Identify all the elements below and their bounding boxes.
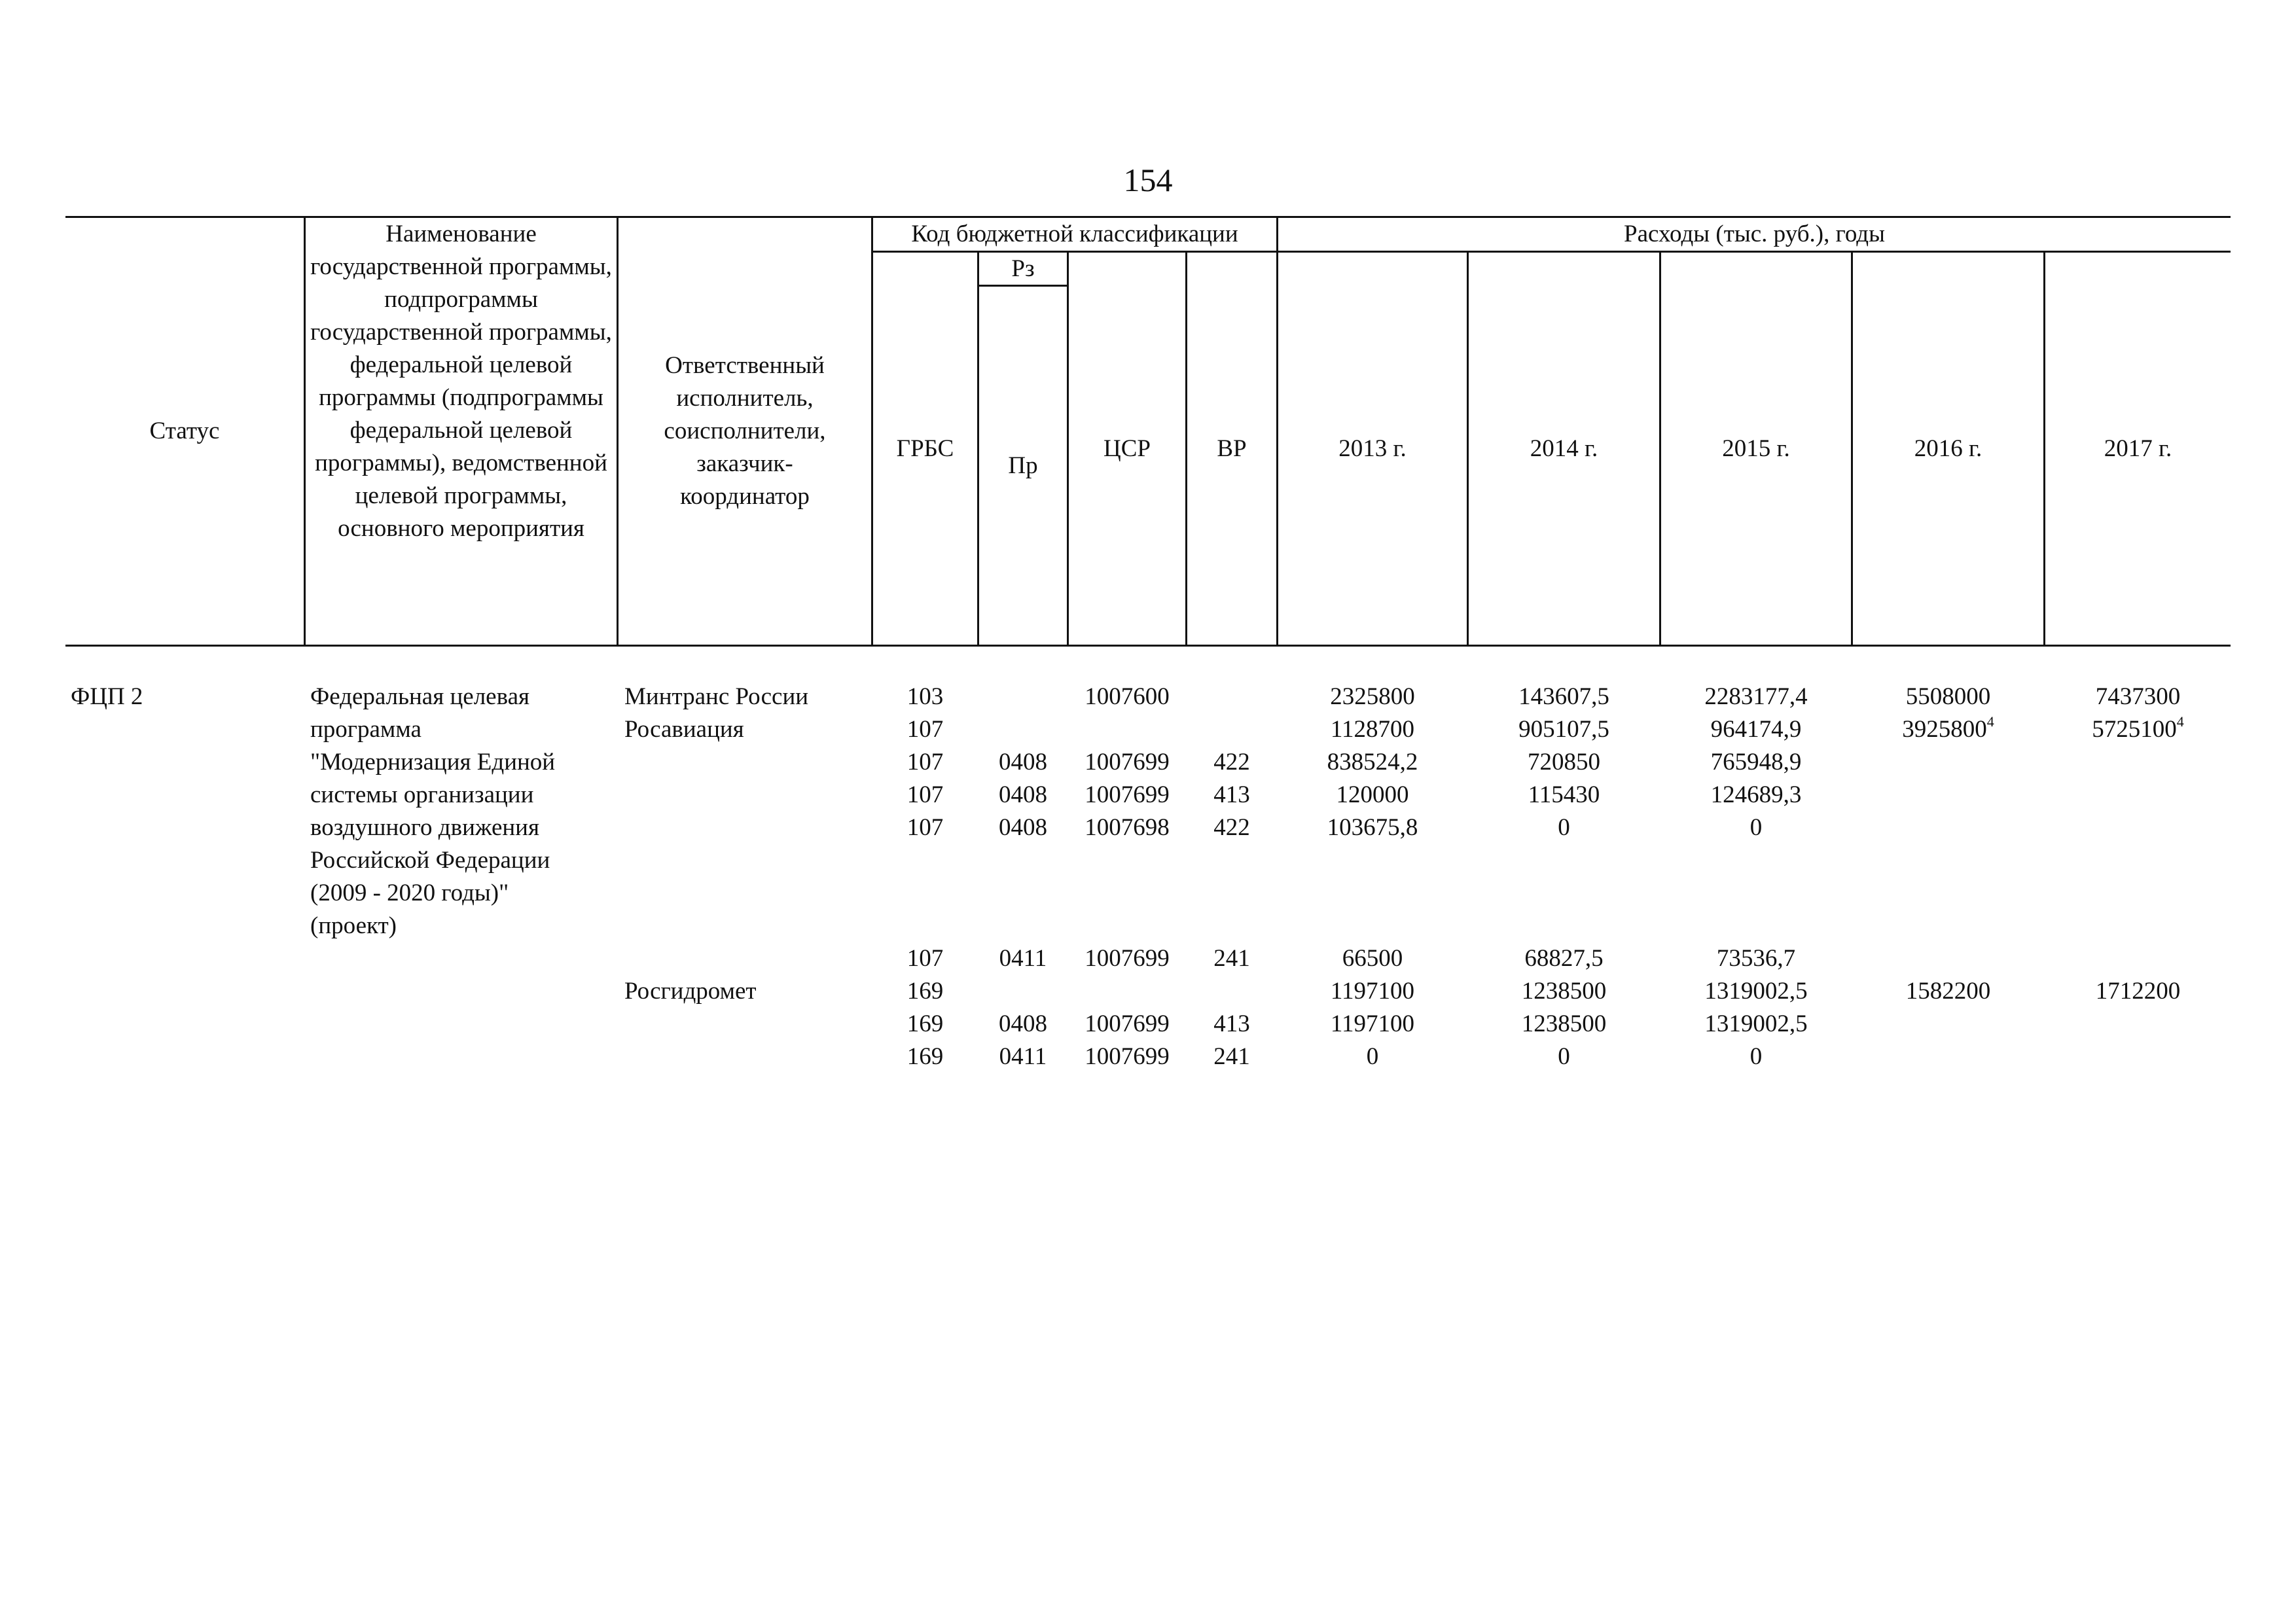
cell-grbs: 107 xyxy=(906,716,944,743)
cell-csr: 1007600 xyxy=(1085,683,1170,710)
cell-y2015: 1319002,5 xyxy=(1704,1010,1808,1037)
cell-y2014: 1238500 xyxy=(1521,978,1607,1005)
cell-y2013: 1197100 xyxy=(1330,978,1415,1005)
header-grbs: ГРБС xyxy=(896,435,954,462)
cell-y2015: 0 xyxy=(1749,814,1763,841)
program-status: ФЦП 2 xyxy=(71,683,143,710)
footnote-marker: 4 xyxy=(1986,713,1994,730)
header-year-2017: 2017 г. xyxy=(2104,435,2172,462)
cell-y2014: 905107,5 xyxy=(1518,716,1609,743)
cell-grbs: 103 xyxy=(906,683,944,710)
cell-y2017: 5725100$^4$ xyxy=(2092,713,2184,743)
cell-y2015: 765948,9 xyxy=(1710,749,1802,776)
cell-pr: 0411 xyxy=(999,945,1047,972)
cell-y2015: 1319002,5 xyxy=(1704,978,1808,1005)
cell-vr: 241 xyxy=(1213,945,1250,972)
cell-grbs: 107 xyxy=(906,749,944,776)
header-year-2016: 2016 г. xyxy=(1914,435,1982,462)
cell-vr: 422 xyxy=(1213,749,1250,776)
header-year-2014: 2014 г. xyxy=(1530,435,1598,462)
cell-y2015: 73536,7 xyxy=(1716,945,1796,972)
header-pr: Пр xyxy=(1008,452,1038,479)
cell-pr: 0408 xyxy=(999,749,1047,776)
cell-grbs: 169 xyxy=(906,1043,944,1070)
header-year-2013: 2013 г. xyxy=(1338,435,1407,462)
cell-executor: Минтранс России xyxy=(624,683,809,710)
cell-pr: 0408 xyxy=(999,1010,1047,1037)
program-name: Федеральная целевая программа "Модернизация Единой системы организации воздушного движения Российской Федерации (2009 - 2020 годы)" (проект) xyxy=(310,683,556,939)
cell-grbs: 169 xyxy=(906,978,944,1005)
cell-grbs: 107 xyxy=(906,781,944,808)
footnote-marker: 4 xyxy=(2176,713,2184,730)
header-vr: ВР xyxy=(1217,435,1247,462)
cell-y2015: 0 xyxy=(1749,1043,1763,1070)
header-csr: ЦСР xyxy=(1103,435,1151,462)
header-executor: Ответственный исполнитель, соисполнители, заказчик-координатор xyxy=(664,352,826,510)
cell-y2013: 1128700 xyxy=(1330,716,1415,743)
cell-y2013: 0 xyxy=(1366,1043,1379,1070)
cell-grbs: 107 xyxy=(906,814,944,841)
cell-y2014: 143607,5 xyxy=(1518,683,1609,710)
cell-executor: Росгидромет xyxy=(624,978,757,1005)
cell-vr: 241 xyxy=(1213,1043,1250,1070)
cell-csr: 1007699 xyxy=(1085,1010,1170,1037)
cell-y2014: 68827,5 xyxy=(1524,945,1604,972)
cell-y2015: 2283177,4 xyxy=(1704,683,1808,710)
cell-y2017: 1712200 xyxy=(2095,978,2181,1005)
cell-vr: 422 xyxy=(1213,814,1250,841)
cell-vr: 413 xyxy=(1213,781,1250,808)
cell-csr: 1007698 xyxy=(1085,814,1170,841)
header-bottom-rule xyxy=(65,645,2231,647)
cell-pr: 0411 xyxy=(999,1043,1047,1070)
cell-y2013: 838524,2 xyxy=(1327,749,1418,776)
cell-y2013: 66500 xyxy=(1342,945,1403,972)
cell-vr: 413 xyxy=(1213,1010,1250,1037)
header-expenses: Расходы (тыс. руб.), годы xyxy=(1624,221,1885,247)
cell-y2013: 2325800 xyxy=(1330,683,1415,710)
cell-grbs: 107 xyxy=(906,945,944,972)
header-name: Наименование государственной программы, подпрограммы государственной программы, федеральной целевой программы (подпрограммы федеральной целевой программы), ведомственной целевой программы, основного мероприятия xyxy=(310,221,612,542)
cell-y2015: 124689,3 xyxy=(1710,781,1802,808)
cell-y2013: 120000 xyxy=(1336,781,1409,808)
cell-y2014: 0 xyxy=(1558,814,1570,841)
cell-y2014: 0 xyxy=(1558,1043,1570,1070)
cell-y2016: 1582200 xyxy=(1905,978,1991,1005)
cell-csr: 1007699 xyxy=(1085,945,1170,972)
cell-grbs: 169 xyxy=(906,1010,944,1037)
header-year-2015: 2015 г. xyxy=(1722,435,1790,462)
cell-pr: 0408 xyxy=(999,814,1047,841)
header-budget-code: Код бюджетной классификации xyxy=(911,221,1238,247)
cell-csr: 1007699 xyxy=(1085,1043,1170,1070)
header-rz: Рз xyxy=(1011,255,1035,282)
page-number: 154 xyxy=(1123,162,1173,198)
cell-y2015: 964174,9 xyxy=(1710,716,1802,743)
cell-y2013: 103675,8 xyxy=(1327,814,1418,841)
cell-y2016: 3925800$^4$ xyxy=(1902,713,1994,743)
cell-y2014: 115430 xyxy=(1528,781,1600,808)
header-status: Статус xyxy=(149,418,220,444)
cell-pr: 0408 xyxy=(999,781,1047,808)
cell-y2014: 1238500 xyxy=(1521,1010,1607,1037)
cell-csr: 1007699 xyxy=(1085,781,1170,808)
cell-executor: Росавиация xyxy=(624,716,744,743)
cell-y2013: 1197100 xyxy=(1330,1010,1415,1037)
cell-y2014: 720850 xyxy=(1528,749,1600,776)
cell-csr: 1007699 xyxy=(1085,749,1170,776)
cell-y2016: 5508000 xyxy=(1905,683,1991,710)
cell-y2017: 7437300 xyxy=(2095,683,2181,710)
